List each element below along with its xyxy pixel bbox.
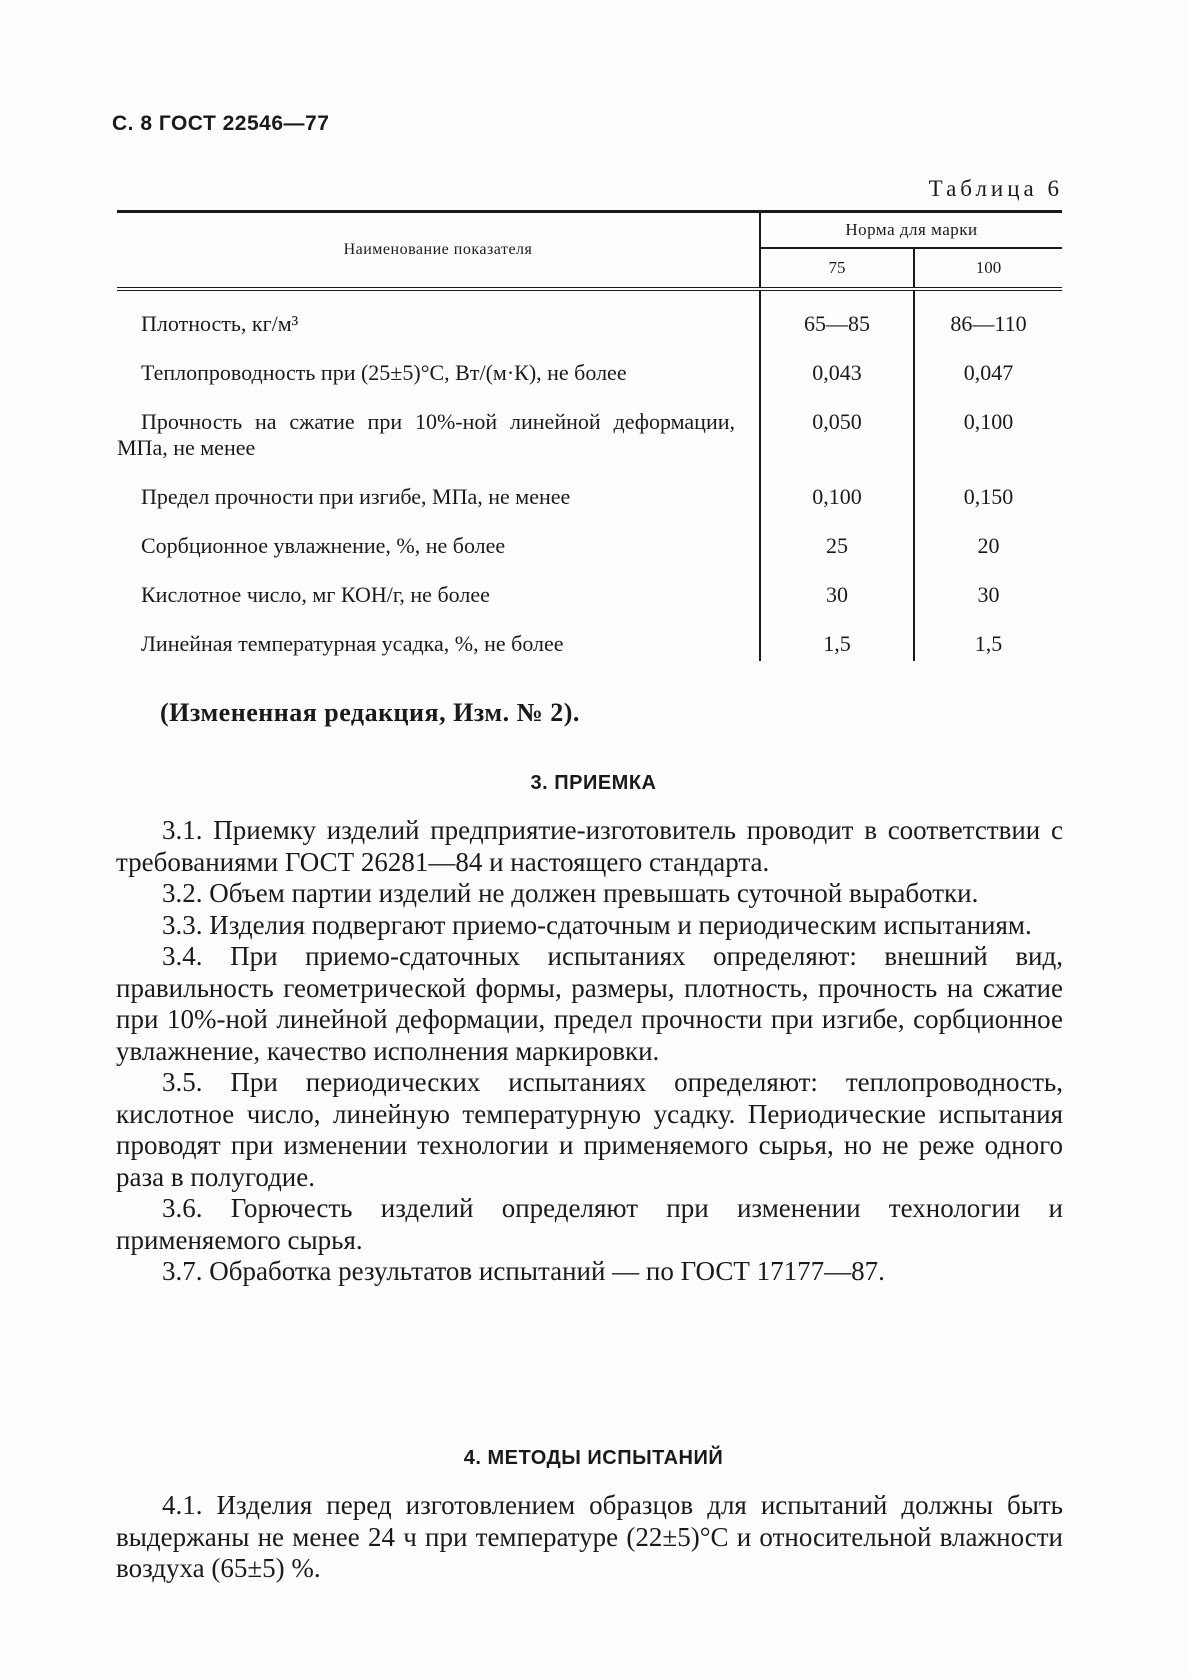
paragraph-3-7: 3.7. Обработка результатов испытаний — по ГОСТ 17177—87. <box>162 1256 885 1286</box>
row-value-75: 25 <box>760 533 914 582</box>
section-3-title: 3. ПРИЕМКА <box>530 772 657 794</box>
row-name: Кислотное число, мг КОН/г, не более <box>117 582 760 631</box>
table-row <box>117 360 1062 409</box>
row-name: Прочность на сжатие при 10%-ной линейной деформации, МПа, не менее <box>117 409 760 484</box>
section-4-body <box>116 1490 1063 1585</box>
row-value-75: 0,043 <box>760 360 914 409</box>
paragraph-3-6: 3.6. Горючесть изделий определяют при изменении технологии и применяемого сырья. <box>116 1193 1063 1255</box>
row-value-100: 20 <box>977 533 1000 558</box>
row-value-100: 1,5 <box>974 631 1003 656</box>
paragraph-3-3: 3.3. Изделия подвергают приемо-сдаточным и периодическим испытаниям. <box>162 909 1032 940</box>
header-indicator-name: Наименование показателя <box>117 212 760 290</box>
paragraph-3-5: 3.5. При периодических испытаниях определяют: теплопроводность, кислотное число, линейную температурную усадку. Периодические испытания проводят при изменении технологии и применяемого сырья, но не реже одного раза в полугодие. <box>116 1067 1063 1192</box>
table-row <box>117 409 1062 484</box>
page-header: С. 8 ГОСТ 22546—77 <box>112 112 330 135</box>
paragraph-3-1: 3.1. Приемку изделий предприятие-изготовитель проводит в соответствии с требованиями ГОСТ 26281—84 и настоящего стандарта. <box>116 815 1063 877</box>
table-row <box>117 582 1062 631</box>
table-caption: Таблица 6 <box>928 176 1063 201</box>
row-value-100: 30 <box>977 582 1000 607</box>
header-grade-group: Норма для марки <box>760 212 1062 249</box>
row-value-100: 0,100 <box>963 409 1014 434</box>
paragraph-4-1: 4.1. Изделия перед изготовлением образцов для испытаний должны быть выдержаны не менее 24 ч при температуре (22±5)°С и относительной влажности воздуха (65±5) %. <box>116 1490 1063 1583</box>
row-value-100: 0,047 <box>963 360 1014 385</box>
table-row <box>117 484 1062 533</box>
header-grade-75: 75 <box>760 248 914 289</box>
amendment-note: (Измененная редакция, Изм. № 2). <box>160 698 580 727</box>
table-row <box>117 289 1062 360</box>
paragraph-3-2: 3.2. Объем партии изделий не должен превышать суточной выработки. <box>162 878 979 908</box>
table-row <box>117 533 1062 582</box>
row-value-75: 0,050 <box>760 409 914 484</box>
row-name: Предел прочности при изгибе, МПа, не менее <box>117 484 760 533</box>
row-name: Сорбционное увлажнение, %, не более <box>117 533 760 582</box>
row-value-75: 30 <box>760 582 914 631</box>
table-row <box>117 631 1062 661</box>
row-value-100: 86—110 <box>950 311 1027 336</box>
row-value-75: 1,5 <box>760 631 914 661</box>
row-name: Плотность, кг/м³ <box>117 289 760 360</box>
norms-table <box>117 210 1062 661</box>
header-grade-100: 100 <box>914 248 1062 289</box>
section-4-title: 4. МЕТОДЫ ИСПЫТАНИЙ <box>463 1447 724 1469</box>
paragraph-3-4: 3.4. При приемо-сдаточных испытаниях определяют: внешний вид, правильность геометрической формы, размеры, плотность, прочность на сжатие при 10%-ной линейной деформации, предел прочности при изгибе, сорбционное увлажнение, качество исполнения маркировки. <box>116 941 1063 1066</box>
row-value-75: 65—85 <box>760 289 914 360</box>
row-value-75: 0,100 <box>760 484 914 533</box>
section-3-body <box>116 815 1063 1288</box>
row-name: Линейная температурная усадка, %, не более <box>117 631 760 661</box>
row-value-100: 0,150 <box>963 484 1014 509</box>
row-name: Теплопроводность при (25±5)°С, Вт/(м·К), не более <box>117 360 760 409</box>
